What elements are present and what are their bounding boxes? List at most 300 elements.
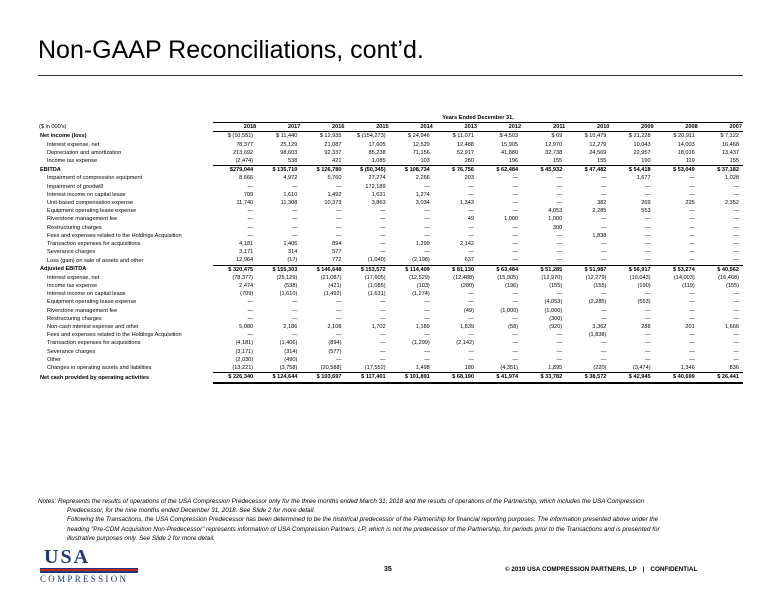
table-cell: — bbox=[247, 224, 254, 231]
table-cell: — bbox=[380, 307, 386, 314]
table-cell: 1,610 bbox=[283, 191, 298, 198]
table-row bbox=[38, 224, 743, 232]
table-cell: $ 7,122 bbox=[720, 133, 739, 140]
table-cell: — bbox=[600, 175, 607, 182]
table-cell: — bbox=[644, 315, 651, 322]
table-cell: — bbox=[424, 216, 430, 223]
table-cell: 12,488 bbox=[456, 141, 474, 148]
period-header: Years Ended December 31, bbox=[213, 114, 743, 123]
table-cell: 155 bbox=[597, 158, 607, 165]
table-cell: $ 126,780 bbox=[301, 166, 345, 175]
table-cell: — bbox=[291, 232, 298, 239]
table-cell: — bbox=[291, 216, 298, 223]
table-cell: — bbox=[733, 183, 739, 190]
table-cell: 14,003 bbox=[677, 141, 695, 148]
table-cell: (155) bbox=[725, 283, 739, 290]
table-cell: 2,352 bbox=[725, 200, 739, 207]
table-cell: $ 155,303 bbox=[257, 265, 301, 274]
table-cell: — bbox=[733, 332, 739, 339]
table-cell: 1,085 bbox=[371, 158, 386, 165]
table-cell: — bbox=[556, 332, 563, 339]
table-cell: $ 54,418 bbox=[610, 166, 654, 175]
table-cell: — bbox=[556, 249, 563, 256]
table-cell: — bbox=[512, 200, 519, 207]
table-cell: $ 62,484 bbox=[478, 166, 522, 175]
table-cell: — bbox=[556, 348, 563, 355]
table-cell: (2,198) bbox=[412, 257, 430, 264]
table-cell: — bbox=[689, 224, 695, 231]
table-cell: — bbox=[424, 307, 430, 314]
table-cell: — bbox=[335, 356, 342, 363]
table-cell: — bbox=[468, 299, 474, 306]
table-cell: — bbox=[600, 249, 607, 256]
table-cell: (920) bbox=[549, 324, 563, 331]
table-cell: — bbox=[512, 299, 519, 306]
table-row bbox=[38, 174, 743, 182]
table-cell: — bbox=[733, 232, 739, 239]
table-cell: — bbox=[512, 249, 519, 256]
table-cell: (12,488) bbox=[453, 274, 474, 281]
table-cell: — bbox=[689, 299, 695, 306]
table-cell: — bbox=[380, 232, 386, 239]
table-cell: — bbox=[600, 307, 607, 314]
table-cell: 553 bbox=[641, 208, 651, 215]
table-cell: — bbox=[335, 315, 342, 322]
table-cell: — bbox=[424, 348, 430, 355]
row-label: Restructuring charges bbox=[47, 315, 102, 322]
table-cell: — bbox=[468, 183, 474, 190]
table-cell: $ 11,071 bbox=[452, 133, 474, 140]
confidential-label: CONFIDENTIAL bbox=[650, 566, 698, 573]
year-header: 2008 bbox=[655, 123, 699, 132]
table-cell: 1,492 bbox=[327, 191, 342, 198]
table-cell: — bbox=[644, 307, 651, 314]
table-cell: 196 bbox=[508, 158, 519, 165]
table-cell: — bbox=[380, 348, 386, 355]
table-cell: — bbox=[644, 332, 651, 339]
table-cell: — bbox=[733, 291, 739, 298]
table-cell: (1,610) bbox=[279, 291, 298, 298]
table-row bbox=[38, 323, 743, 331]
table-cell: — bbox=[335, 224, 342, 231]
table-cell: 12,970 bbox=[545, 141, 563, 148]
table-cell: $ 108,734 bbox=[390, 166, 434, 175]
table-cell: — bbox=[600, 241, 607, 248]
table-cell: $ 4,503 bbox=[499, 133, 519, 140]
table-cell: $ 11,440 bbox=[275, 133, 298, 140]
table-cell: $ (50,345) bbox=[345, 166, 389, 175]
company-logo bbox=[40, 548, 140, 584]
table-cell: $ 45,932 bbox=[522, 166, 566, 175]
table-cell: 2,285 bbox=[592, 208, 607, 215]
table-row bbox=[38, 348, 743, 356]
table-cell: — bbox=[556, 183, 563, 190]
row-label: Interest income on capital lease bbox=[47, 191, 126, 198]
table-row bbox=[38, 215, 743, 223]
table-cell: — bbox=[644, 183, 651, 190]
table-cell: — bbox=[556, 257, 563, 264]
table-cell: (2,142) bbox=[456, 340, 474, 347]
table-cell: — bbox=[380, 224, 386, 231]
table-cell: — bbox=[733, 191, 739, 198]
row-label: Equipment operating lease expense bbox=[47, 299, 137, 306]
table-cell: — bbox=[689, 216, 695, 223]
table-cell: — bbox=[291, 307, 298, 314]
row-label: Unit-based compensation expense bbox=[47, 200, 134, 207]
table-cell: 11,308 bbox=[280, 200, 298, 207]
table-cell: $ 53,274 bbox=[655, 265, 699, 274]
table-cell: — bbox=[468, 249, 474, 256]
row-label: Riverstone management fee bbox=[47, 216, 118, 223]
table-cell: 421 bbox=[332, 158, 342, 165]
table-cell: $ 12,935 bbox=[319, 133, 342, 140]
table-row bbox=[38, 232, 743, 240]
table-cell: $ 41,974 bbox=[478, 373, 522, 383]
table-cell: 21,087 bbox=[324, 141, 342, 148]
table-cell: — bbox=[380, 241, 386, 248]
table-cell: 201 bbox=[685, 324, 695, 331]
table-cell: — bbox=[424, 224, 430, 231]
table-cell: — bbox=[424, 232, 430, 239]
table-cell: 52,917 bbox=[456, 149, 474, 156]
footer-copyright bbox=[505, 566, 697, 573]
table-cell: $ 68,190 bbox=[434, 373, 478, 383]
table-row bbox=[38, 166, 743, 175]
table-cell: — bbox=[733, 216, 739, 223]
row-label: Net cash provided by operating activities bbox=[40, 374, 150, 381]
row-label: Net income (loss) bbox=[40, 133, 87, 140]
table-cell: (3,474) bbox=[632, 365, 651, 372]
table-cell: — bbox=[556, 232, 563, 239]
table-cell: — bbox=[380, 332, 386, 339]
table-cell: (314) bbox=[284, 348, 298, 355]
note-line: illustrative purposes only. See Slide 2 for more detail. bbox=[67, 534, 215, 542]
table-cell: 13,437 bbox=[721, 149, 739, 156]
table-cell: — bbox=[380, 356, 386, 363]
year-header: 2012 bbox=[478, 123, 522, 132]
table-cell: (2,285) bbox=[588, 299, 607, 306]
table-cell: (1,274) bbox=[412, 291, 430, 298]
table-cell: (4,351) bbox=[500, 365, 519, 372]
note-line: heading “Pre-CDM Acquisition Non-Predecessor” represents information of USA Compression Partners, LP, which is not the predecessor of the Partnership, for periods prior to the Transactions and is presented for bbox=[67, 525, 660, 533]
table-cell: — bbox=[247, 307, 254, 314]
table-cell: (17,605) bbox=[364, 274, 386, 281]
table-cell: — bbox=[689, 340, 695, 347]
table-cell: — bbox=[733, 208, 739, 215]
table-cell: (17,552) bbox=[364, 365, 386, 372]
table-cell: 772 bbox=[332, 257, 342, 264]
table-cell: — bbox=[689, 356, 695, 363]
table-cell: 10,373 bbox=[324, 200, 342, 207]
table-row bbox=[38, 149, 743, 157]
table-cell: 2,266 bbox=[415, 175, 430, 182]
table-cell: 225 bbox=[685, 200, 695, 207]
table-cell: $ 51,285 bbox=[522, 265, 566, 274]
table-cell: $ 226,340 bbox=[213, 373, 257, 383]
table-cell: 1,343 bbox=[459, 200, 474, 207]
table-cell: $279,044 bbox=[213, 166, 257, 175]
row-label: Severance charges bbox=[47, 348, 96, 355]
reconciliation-table-container bbox=[38, 114, 743, 384]
table-cell: — bbox=[468, 208, 474, 215]
table-cell: $ 114,409 bbox=[390, 265, 434, 274]
table-cell: — bbox=[512, 340, 519, 347]
table-row bbox=[38, 339, 743, 347]
table-cell: — bbox=[380, 208, 386, 215]
table-cell: 3,362 bbox=[592, 324, 607, 331]
table-cell: (12,529) bbox=[408, 274, 430, 281]
table-cell: (14,003) bbox=[673, 274, 695, 281]
table-cell: — bbox=[512, 348, 519, 355]
table-cell: (49) bbox=[464, 307, 474, 314]
table-cell: (538) bbox=[284, 283, 298, 290]
table-cell: — bbox=[600, 183, 607, 190]
table-cell: — bbox=[689, 191, 695, 198]
table-cell: $ 117,401 bbox=[345, 373, 389, 383]
table-cell: — bbox=[247, 183, 254, 190]
table-cell: — bbox=[335, 299, 342, 306]
row-label: Fees and expenses related to the Holdings Acquisition bbox=[47, 232, 182, 239]
table-cell: (119) bbox=[682, 283, 695, 290]
table-cell: (78,377) bbox=[232, 274, 254, 281]
table-cell: 49 bbox=[467, 216, 474, 223]
table-cell: — bbox=[512, 291, 519, 298]
table-cell: (20,588) bbox=[320, 365, 342, 372]
table-cell: 22,957 bbox=[633, 149, 651, 156]
table-cell: (1,085) bbox=[367, 283, 386, 290]
table-cell: 1,702 bbox=[371, 324, 386, 331]
table-cell: 5,080 bbox=[239, 324, 254, 331]
table-cell: — bbox=[689, 348, 695, 355]
table-cell: — bbox=[512, 191, 519, 198]
table-row bbox=[38, 199, 743, 207]
table-cell: (155) bbox=[549, 283, 563, 290]
footnotes bbox=[38, 497, 743, 543]
table-cell: (220) bbox=[593, 365, 607, 372]
table-row bbox=[38, 373, 743, 383]
table-cell: — bbox=[689, 183, 695, 190]
table-cell: $ 135,710 bbox=[257, 166, 301, 175]
table-cell: 382 bbox=[597, 200, 607, 207]
table-cell: 280 bbox=[464, 158, 474, 165]
table-cell: (196) bbox=[505, 283, 519, 290]
table-cell: $ (10,551) bbox=[227, 133, 254, 140]
table-cell: — bbox=[644, 224, 651, 231]
table-cell: $ 63,484 bbox=[478, 265, 522, 274]
table-cell: (577) bbox=[328, 348, 342, 355]
table-cell: — bbox=[424, 332, 430, 339]
table-cell: — bbox=[512, 224, 519, 231]
table-cell: 2,108 bbox=[327, 324, 342, 331]
table-cell: — bbox=[644, 191, 651, 198]
table-cell: 27,274 bbox=[368, 175, 386, 182]
table-row bbox=[38, 191, 743, 199]
table-cell: 4,181 bbox=[239, 241, 254, 248]
table-cell: 709 bbox=[243, 191, 254, 198]
table-cell: 1,839 bbox=[459, 324, 474, 331]
table-cell: — bbox=[556, 340, 563, 347]
table-cell: — bbox=[468, 232, 474, 239]
table-cell: 11,740 bbox=[236, 200, 254, 207]
table-cell: — bbox=[424, 208, 430, 215]
table-cell: 4,053 bbox=[548, 208, 563, 215]
row-label: Fees and expenses related to the Holdings Acquisition bbox=[47, 332, 182, 339]
table-cell: — bbox=[468, 224, 474, 231]
table-cell: 32,738 bbox=[545, 149, 563, 156]
table-cell: (2,030) bbox=[235, 356, 254, 363]
table-cell: 1,000 bbox=[504, 216, 519, 223]
note-line: Predecessor, for the nine months ended December 31, 2018. See Slide 2 for more detail. bbox=[67, 507, 316, 515]
table-cell: 25,129 bbox=[280, 141, 298, 148]
year-header: 2017 bbox=[257, 123, 301, 132]
row-label: Restructuring charges bbox=[47, 224, 102, 231]
table-cell: 78,377 bbox=[236, 141, 254, 148]
table-cell: 17,605 bbox=[368, 141, 386, 148]
table-cell: $ 103,697 bbox=[301, 373, 345, 383]
table-cell: 8,666 bbox=[239, 175, 254, 182]
table-cell: (1,299) bbox=[412, 340, 430, 347]
table-cell: — bbox=[291, 332, 298, 339]
table-cell: — bbox=[689, 249, 695, 256]
table-cell: — bbox=[644, 356, 651, 363]
table-cell: $ 56,917 bbox=[610, 265, 654, 274]
table-cell: (17) bbox=[287, 257, 298, 264]
row-label: Income tax expense bbox=[47, 283, 98, 290]
table-cell: $ 21,228 bbox=[628, 133, 651, 140]
table-cell: — bbox=[512, 183, 519, 190]
table-cell: — bbox=[733, 257, 739, 264]
row-label: Severance charges bbox=[47, 249, 96, 256]
table-cell: — bbox=[689, 307, 695, 314]
table-cell: — bbox=[733, 356, 739, 363]
row-label: Adjusted EBITDA bbox=[40, 266, 87, 273]
table-cell: (21,087) bbox=[320, 274, 342, 281]
table-row bbox=[38, 207, 743, 215]
table-row bbox=[38, 274, 743, 282]
table-cell: $ 20,911 bbox=[673, 133, 695, 140]
table-cell: (1,000) bbox=[544, 307, 563, 314]
table-cell: — bbox=[600, 224, 607, 231]
table-cell: — bbox=[291, 208, 298, 215]
table-cell: (490) bbox=[284, 356, 298, 363]
row-label: Changes in operating assets and liabilities bbox=[47, 365, 152, 372]
table-row bbox=[38, 248, 743, 256]
table-cell: 190 bbox=[641, 158, 651, 165]
table-cell: $ 53,049 bbox=[655, 166, 699, 175]
table-cell: (1,492) bbox=[323, 291, 342, 298]
table-cell: 538 bbox=[287, 158, 298, 165]
table-cell: (155) bbox=[593, 283, 607, 290]
table-cell: — bbox=[733, 241, 739, 248]
table-cell: — bbox=[468, 191, 474, 198]
table-row bbox=[38, 256, 743, 265]
period-header-row bbox=[38, 114, 743, 123]
table-cell: — bbox=[512, 257, 519, 264]
table-row bbox=[38, 265, 743, 274]
table-cell: — bbox=[644, 249, 651, 256]
table-cell: — bbox=[733, 224, 739, 231]
table-cell: — bbox=[468, 291, 474, 298]
table-cell: — bbox=[512, 241, 519, 248]
table-cell: 3,171 bbox=[239, 249, 254, 256]
table-cell: (103) bbox=[416, 283, 430, 290]
year-header: 2010 bbox=[566, 123, 610, 132]
column-header-row bbox=[38, 123, 743, 132]
table-cell: $ 40,562 bbox=[699, 265, 743, 274]
logo-compression-text: COMPRESSION bbox=[40, 574, 129, 584]
table-cell: — bbox=[644, 241, 651, 248]
table-cell: — bbox=[689, 241, 695, 248]
table-cell: 1,406 bbox=[283, 241, 298, 248]
table-cell: 1,028 bbox=[725, 175, 739, 182]
title-divider bbox=[38, 75, 743, 76]
table-cell: — bbox=[733, 340, 739, 347]
table-cell: 577 bbox=[332, 249, 342, 256]
table-cell: — bbox=[644, 291, 651, 298]
table-cell: $ 146,648 bbox=[301, 265, 345, 274]
year-header: 2016 bbox=[301, 123, 345, 132]
table-cell: (12,279) bbox=[585, 274, 607, 281]
row-label: Interest expense, net bbox=[47, 141, 100, 148]
table-cell: (25,129) bbox=[276, 274, 298, 281]
table-cell: — bbox=[689, 315, 695, 322]
table-cell: — bbox=[247, 332, 254, 339]
table-cell: (58) bbox=[508, 324, 519, 331]
table-cell: — bbox=[600, 257, 607, 264]
table-cell: $ 124,644 bbox=[257, 373, 301, 383]
table-cell: 637 bbox=[464, 257, 474, 264]
table-cell: — bbox=[424, 249, 430, 256]
table-row bbox=[38, 331, 743, 339]
table-row bbox=[38, 307, 743, 315]
row-label: EBITDA bbox=[40, 166, 61, 173]
table-cell: 3,863 bbox=[371, 200, 386, 207]
table-cell: — bbox=[689, 257, 695, 264]
year-header: 2007 bbox=[699, 123, 743, 132]
table-cell: 1,274 bbox=[415, 191, 430, 198]
table-cell: 203 bbox=[464, 175, 474, 182]
table-cell: $ 33,782 bbox=[522, 373, 566, 383]
table-cell: — bbox=[600, 356, 607, 363]
table-cell: (3,171) bbox=[235, 348, 254, 355]
logo-usa-text: USA bbox=[44, 546, 91, 568]
table-cell: 288 bbox=[641, 324, 651, 331]
table-cell: $ 26,441 bbox=[699, 373, 743, 383]
table-cell: 15,905 bbox=[501, 141, 519, 148]
table-cell: — bbox=[689, 232, 695, 239]
row-label: Impairment of compression equipment bbox=[47, 175, 143, 182]
table-cell: (709) bbox=[240, 291, 254, 298]
table-cell: 3,034 bbox=[415, 200, 430, 207]
table-cell: 98,603 bbox=[280, 149, 298, 156]
table-cell: 314 bbox=[287, 249, 298, 256]
page-title: Non-GAAP Reconciliations, cont’d. bbox=[38, 36, 424, 64]
table-cell: $ 76,756 bbox=[434, 166, 478, 175]
table-cell: — bbox=[380, 249, 386, 256]
table-row bbox=[38, 157, 743, 166]
table-body bbox=[38, 132, 743, 383]
table-cell: 119 bbox=[685, 158, 695, 165]
year-header: 2018 bbox=[213, 123, 257, 132]
table-cell: 2,474 bbox=[239, 283, 254, 290]
table-cell: (13,221) bbox=[232, 365, 254, 372]
table-cell: 1,666 bbox=[725, 324, 739, 331]
table-cell: — bbox=[733, 315, 739, 322]
table-cell: 1,498 bbox=[415, 365, 430, 372]
year-header: 2014 bbox=[390, 123, 434, 132]
row-label: Interest expense, net bbox=[47, 274, 100, 281]
table-cell: 1,000 bbox=[548, 216, 563, 223]
